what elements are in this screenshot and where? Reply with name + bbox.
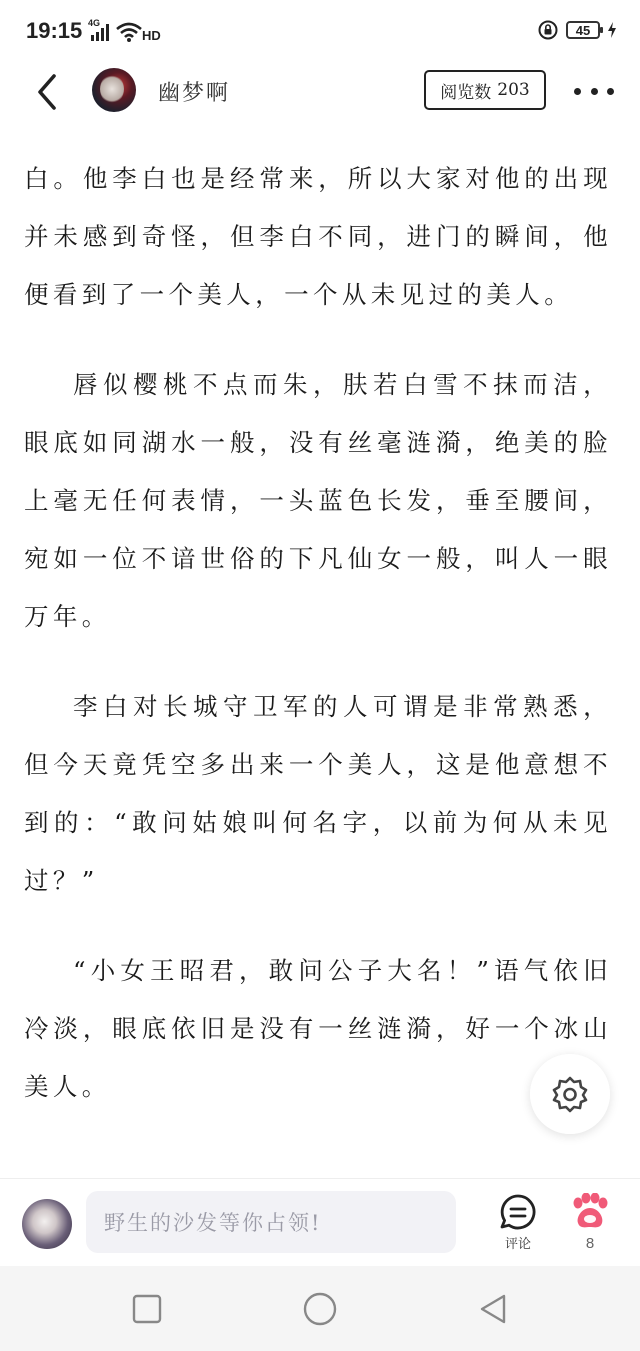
article-paragraph: 白。他李白也是经常来，所以大家对他的出现并未感到奇怪，但李白不同，进门的瞬间，他便看到了一个美人，一个从未见过的美人。 [24,164,612,309]
reader-settings-button[interactable] [530,1054,610,1134]
hd-badge: HD [142,27,161,43]
comment-bar [0,1178,640,1267]
article-body [24,150,612,1148]
charging-icon [608,22,616,38]
lock-rotation-icon [538,20,558,40]
like-button[interactable] [568,1193,612,1257]
comment-icon [499,1193,537,1231]
views-counter [424,70,546,110]
home-button[interactable] [302,1291,338,1327]
network-type: 4G [88,18,101,28]
status-indicators [88,20,161,44]
more-options-button[interactable] [574,76,614,106]
system-nav-bar [0,1266,640,1351]
like-count: 8 [585,1235,595,1252]
article-paragraph: 李白对长城守卫军的人可谓是非常熟悉，但今天竟凭空多出来一个美人，这是他意想不到的：“敢问姑娘叫何名字，以前为何从未见过？” [24,692,612,895]
triangle-back-icon [476,1292,510,1326]
gear-icon [550,1074,590,1114]
views-count: 203 [497,80,530,100]
comment-label: 评论 [504,1237,531,1252]
battery-indicator: 45 [566,21,600,39]
more-dot-icon [574,88,581,95]
recent-apps-button[interactable] [130,1292,164,1326]
back-button[interactable] [28,70,68,114]
article-header [0,64,640,120]
paw-icon [570,1193,610,1231]
comment-input[interactable]: 野生的沙发等你占领! [86,1191,456,1253]
back-nav-button[interactable] [476,1292,510,1326]
status-time: 19:15 [26,18,83,43]
circle-icon [302,1291,338,1327]
status-right [538,20,616,40]
views-label: 阅览数 [440,82,492,103]
square-icon [130,1292,164,1326]
signal-icon [88,18,110,42]
wifi-icon [116,22,142,42]
author-avatar[interactable] [92,68,136,112]
status-bar [0,0,640,64]
article-paragraph: 唇似樱桃不点而朱，肤若白雪不抹而洁，眼底如同湖水一般，没有丝毫涟漪，绝美的脸上毫无任何表情，一头蓝色长发，垂至腰间，宛如一位不谙世俗的下凡仙女一般，叫人一眼万年。 [24,370,612,631]
author-name[interactable]: 幽梦啊 [158,81,231,106]
more-dot-icon [591,88,598,95]
article-paragraph: “小女王昭君，敢问公子大名！”语气依旧冷淡，眼底依旧是没有一丝涟漪，好一个冰山美人。 [24,956,612,1101]
comment-button[interactable] [496,1193,540,1257]
user-avatar[interactable] [22,1199,72,1249]
more-dot-icon [607,88,614,95]
back-arrow-icon [28,70,68,114]
